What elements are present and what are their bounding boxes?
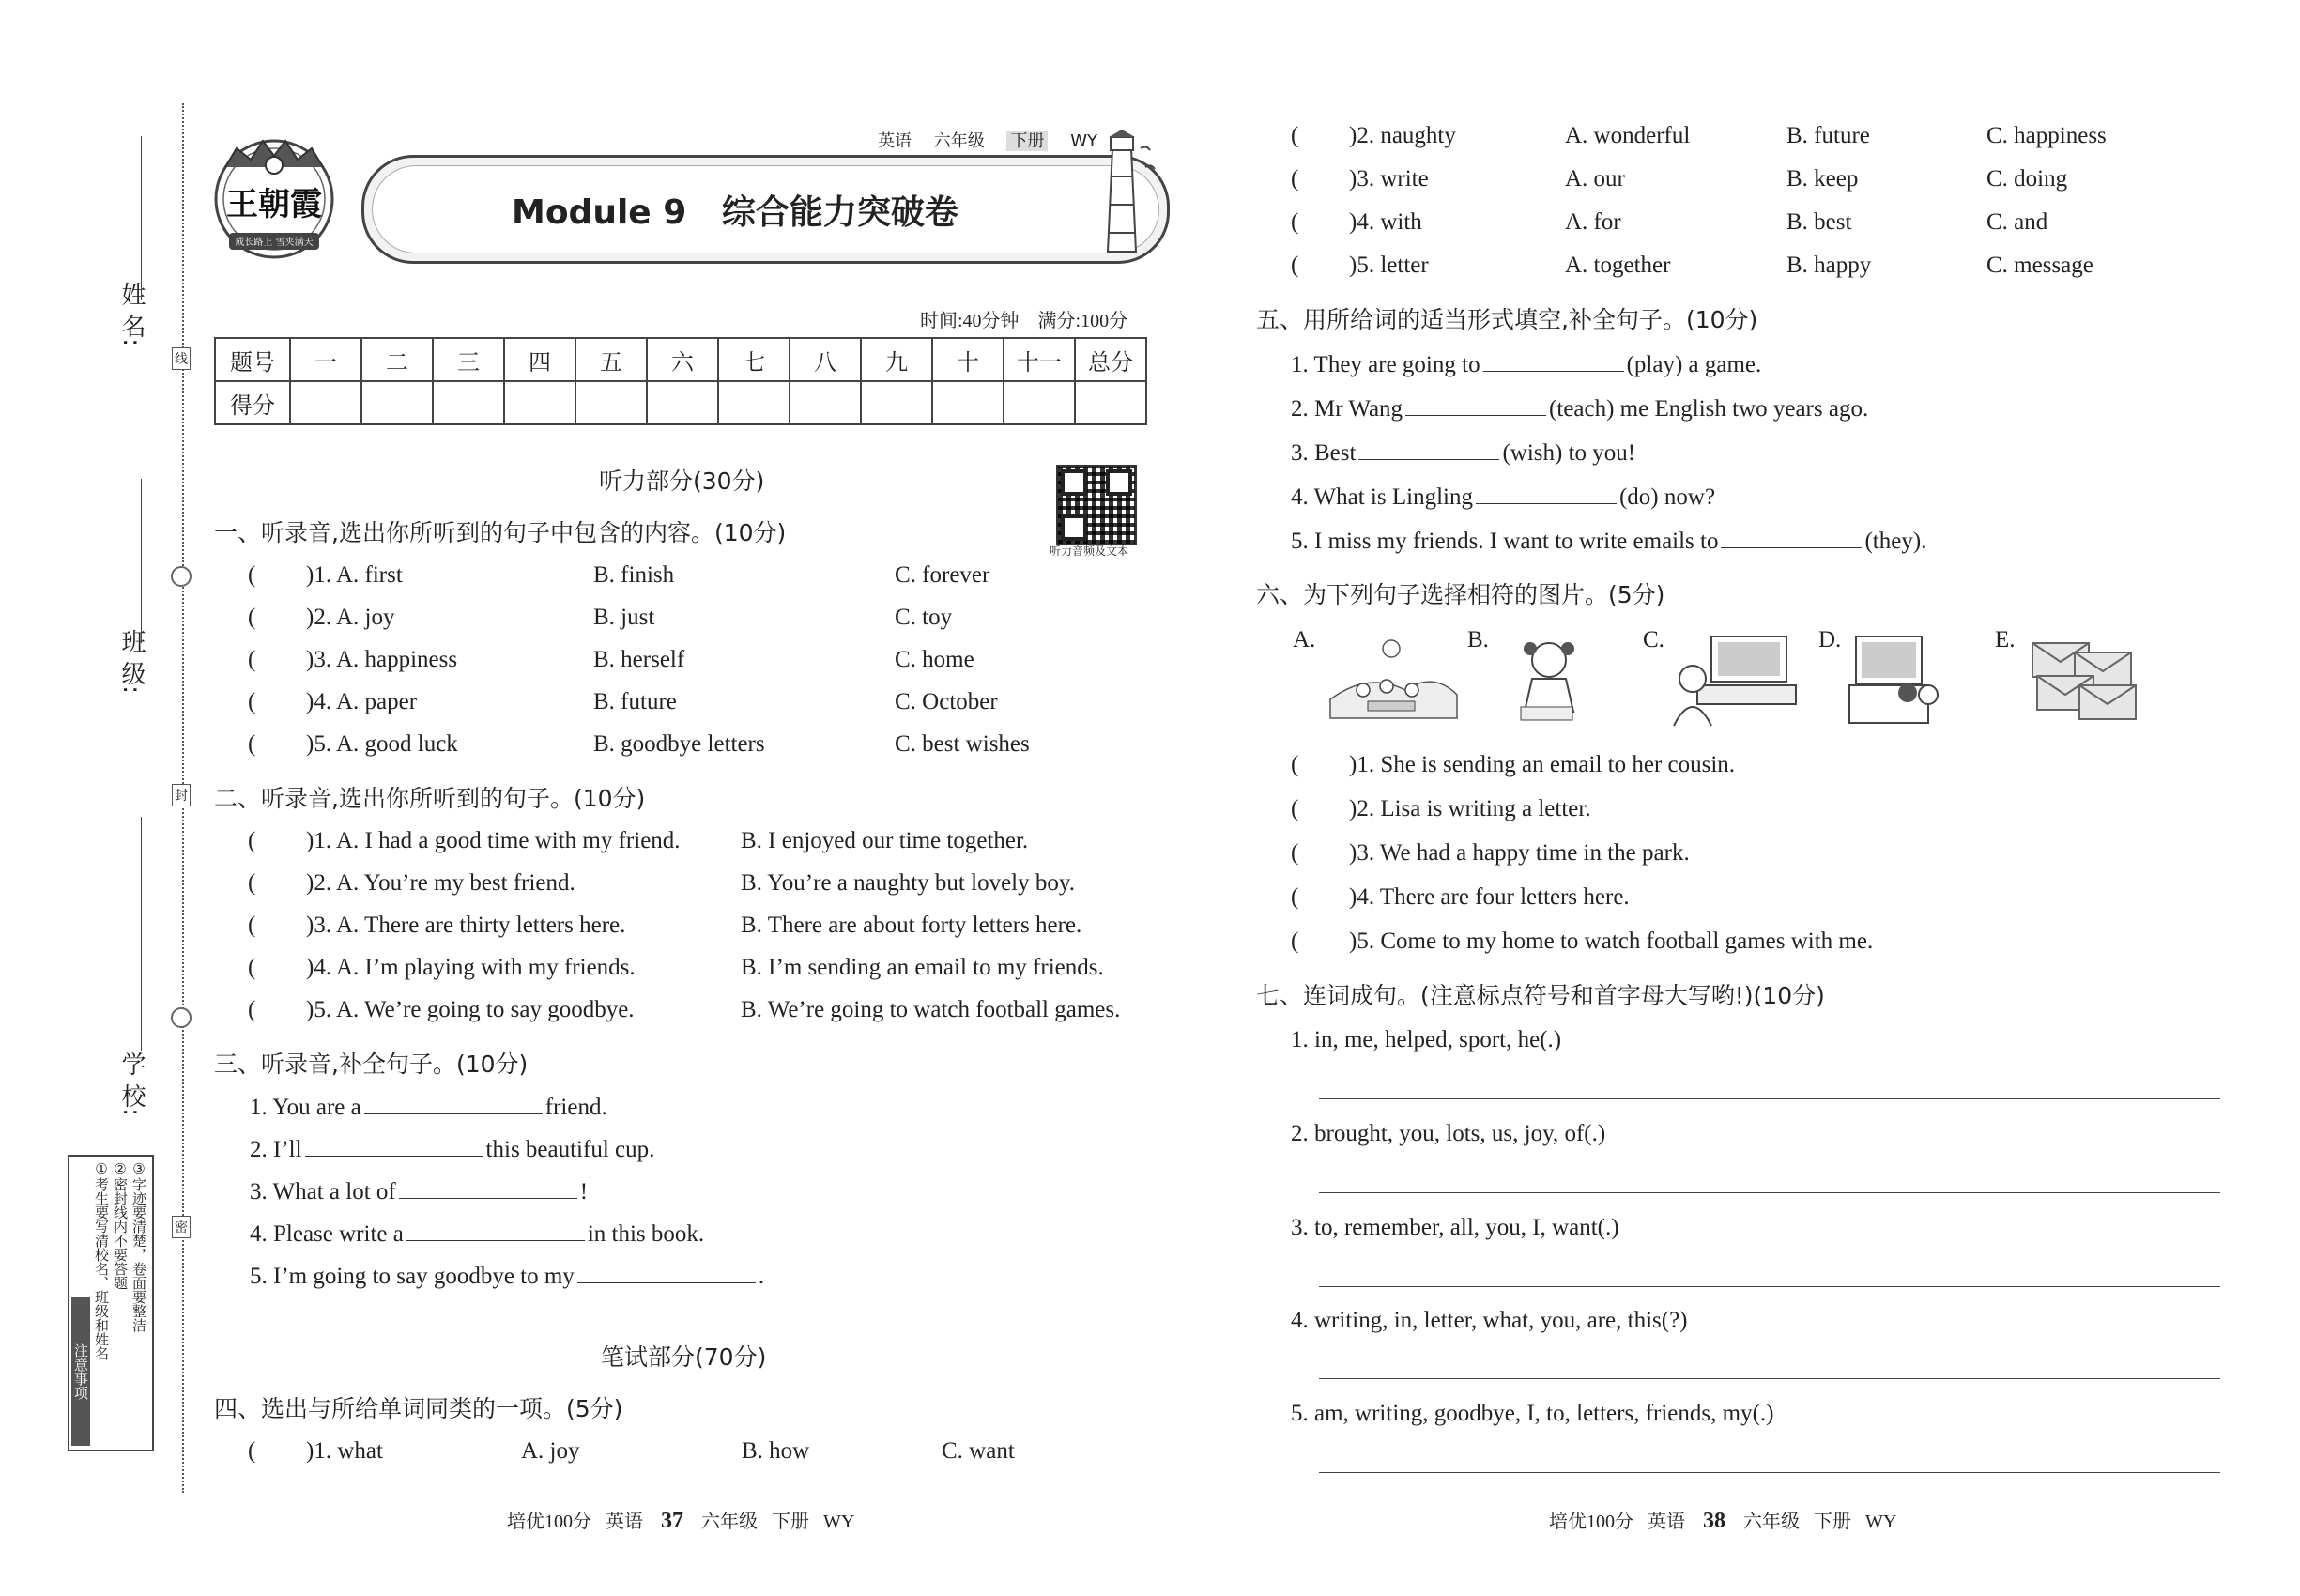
section-3-title: 三、听录音,补全句子。(10分) xyxy=(214,1051,529,1078)
s4-item-5-c: C. message xyxy=(1986,253,2093,278)
s4-item-4-b: B. best xyxy=(1786,209,1852,235)
s6-item-1-text: )1. She is sending an email to her cousin. xyxy=(1349,752,1736,777)
s5-item-5-pre: 5. I miss my friends. I want to write emails to xyxy=(1291,529,1719,554)
s2-item-5: ( )5. A. We’re going to say goodbye. xyxy=(248,997,635,1022)
s7-item-2: 2. brought, you, lots, us, joy, of(.) xyxy=(1291,1121,1606,1146)
score-header-cell: 题号 xyxy=(215,338,290,381)
s1-item-4-b: B. future xyxy=(593,689,677,714)
logo-text: 王朝霞 xyxy=(226,186,322,223)
s4-item-1-b: B. how xyxy=(742,1438,810,1464)
s1-item-4-a: )4. A. paper xyxy=(306,689,418,714)
s6-item-4: ( )4. There are four letters here. xyxy=(1291,884,1630,910)
s4-item-2-c: C. happiness xyxy=(1986,123,2107,148)
section-4-title: 四、选出与所给单词同类的一项。(5分) xyxy=(214,1395,623,1422)
name-line xyxy=(141,136,142,300)
pic-label-a: A. xyxy=(1293,627,1316,652)
s7-answer-line-4[interactable] xyxy=(1319,1378,2220,1379)
s2-item-1-b: B. I enjoyed our time together. xyxy=(741,828,1029,853)
notes-box xyxy=(68,1155,154,1451)
s2-item-4: ( )4. A. I’m playing with my friends. xyxy=(248,955,636,980)
s1-item-4: ( )4. A. paper xyxy=(248,689,418,714)
s5-item-5 xyxy=(1291,527,1926,556)
s7-item-5: 5. am, writing, goodbye, I, to, letters, friends, my(.) xyxy=(1291,1401,1774,1426)
score-header-cell: 三 xyxy=(433,338,504,381)
s1-item-2-a: )2. A. joy xyxy=(306,605,395,630)
s1-item-3-c: C. home xyxy=(895,647,974,672)
s3-item-1 xyxy=(250,1093,607,1122)
score-header-cell: 六 xyxy=(647,338,718,381)
s1-item-3-b: B. herself xyxy=(593,647,685,672)
s4-item-4-w: )4. with xyxy=(1349,209,1422,235)
s1-item-1-c: C. forever xyxy=(895,562,990,588)
score-table xyxy=(214,337,1147,425)
s3-item-3-pre: 3. What a lot of xyxy=(250,1179,396,1205)
score-row-label: 得分 xyxy=(215,381,290,424)
s4-item-3: ( )3. write xyxy=(1291,166,1429,192)
s2-item-2-a: )2. A. You’re my best friend. xyxy=(306,870,575,896)
score-header-cell: 八 xyxy=(790,338,861,381)
s4-item-1-c: C. want xyxy=(942,1438,1015,1464)
s1-item-5-a: )5. A. good luck xyxy=(306,731,458,757)
s5-item-1 xyxy=(1291,350,1761,379)
s5-item-4-post: (do) now? xyxy=(1618,484,1716,510)
qr-code-icon xyxy=(1056,465,1137,545)
s7-item-4: 4. writing, in, letter, what, you, are, this(?) xyxy=(1291,1308,1688,1333)
s3-item-1-post: friend. xyxy=(544,1095,607,1120)
footer-right xyxy=(1549,1506,1896,1534)
s5-blank-5[interactable] xyxy=(1721,527,1862,548)
tag-volume: 下册 xyxy=(1006,131,1048,151)
tag-edition: WY xyxy=(1070,131,1097,151)
s3-item-2-post: this beautiful cup. xyxy=(485,1137,655,1162)
score-header-cell: 总分 xyxy=(1075,338,1146,381)
s3-item-5 xyxy=(250,1262,764,1291)
s2-item-3-a: )3. A. There are thirty letters here. xyxy=(306,913,626,938)
watching-tv-picture xyxy=(1842,627,1950,730)
footer-right-pre: 培优100分 英语 xyxy=(1549,1512,1685,1532)
score-cell[interactable] xyxy=(647,381,718,424)
s1-item-3: ( )3. A. happiness xyxy=(248,647,458,672)
s4-item-3-a: A. our xyxy=(1565,166,1625,192)
s4-item-4-c: C. and xyxy=(1986,209,2048,235)
section-5-title: 五、用所给词的适当形式填空,补全句子。(10分) xyxy=(1256,306,1758,333)
s3-item-3 xyxy=(250,1177,588,1206)
score-cell[interactable] xyxy=(1004,381,1075,424)
score-table-header-row xyxy=(215,338,1146,381)
s2-item-1-a: )1. A. I had a good time with my friend. xyxy=(306,828,681,853)
section-7-title: 七、连词成句。(注意标点符号和首字母大写哟!)(10分) xyxy=(1256,982,1825,1009)
page-title: Module 9 综合能力突破卷 xyxy=(512,193,958,232)
name-label: 姓 名: xyxy=(117,282,146,347)
binding-hole-icon xyxy=(171,1007,192,1028)
s1-item-2: ( )2. A. joy xyxy=(248,605,395,630)
footer-left-page: 37 xyxy=(661,1509,683,1533)
s5-item-1-pre: 1. They are going to xyxy=(1291,352,1480,377)
score-cell[interactable] xyxy=(575,381,647,424)
section-6-title: 六、为下列句子选择相符的图片。(5分) xyxy=(1256,581,1665,608)
notes-item-2: ②密封线内不要答题 xyxy=(112,1160,129,1290)
s7-item-3: 3. to, remember, all, you, I, want(.) xyxy=(1291,1215,1619,1240)
s2-item-3: ( )3. A. There are thirty letters here. xyxy=(248,913,626,938)
footer-left-pre: 培优100分 英语 xyxy=(507,1512,643,1532)
s5-item-2-pre: 2. Mr Wang xyxy=(1291,396,1403,422)
pic-label-d: D. xyxy=(1818,627,1842,652)
s6-item-1: ( )1. She is sending an email to her cousin. xyxy=(1291,752,1736,777)
s1-item-5: ( )5. A. good luck xyxy=(248,731,458,757)
tag-grade: 六年级 xyxy=(933,131,985,151)
s3-blank-4[interactable] xyxy=(406,1220,585,1241)
s3-item-4-post: in this book. xyxy=(587,1221,705,1247)
score-header-cell: 五 xyxy=(575,338,647,381)
s7-answer-line-2[interactable] xyxy=(1319,1192,2220,1193)
score-header-cell: 十一 xyxy=(1004,338,1075,381)
pic-label-c: C. xyxy=(1643,627,1664,652)
s2-item-4-b: B. I’m sending an email to my friends. xyxy=(741,955,1104,980)
s2-item-5-a: )5. A. We’re going to say goodbye. xyxy=(306,997,635,1022)
s4-item-5-a: A. together xyxy=(1565,253,1671,278)
s6-item-5: ( )5. Come to my home to watch football games with me. xyxy=(1291,928,1874,954)
footer-right-page: 38 xyxy=(1703,1509,1725,1533)
s4-item-2-a: A. wonderful xyxy=(1565,123,1691,148)
s6-item-4-text: )4. There are four letters here. xyxy=(1349,884,1630,910)
score-cell[interactable] xyxy=(504,381,575,424)
s3-blank-1[interactable] xyxy=(364,1093,543,1114)
s6-item-2-text: )2. Lisa is writing a letter. xyxy=(1349,796,1591,821)
s2-item-1: ( )1. A. I had a good time with my friend. xyxy=(248,828,681,853)
s1-item-5-b: B. goodbye letters xyxy=(593,731,765,757)
school-label: 学 校: xyxy=(117,1051,146,1117)
s3-item-3-post: ! xyxy=(579,1179,589,1205)
s5-blank-4[interactable] xyxy=(1476,483,1617,504)
s5-blank-2[interactable] xyxy=(1405,394,1546,416)
s6-item-2: ( )2. Lisa is writing a letter. xyxy=(1291,796,1591,821)
school-line xyxy=(141,817,142,1051)
footer-right-post: 六年级 下册 WY xyxy=(1743,1512,1897,1532)
score-cell[interactable] xyxy=(718,381,790,424)
s6-item-3: ( )3. We had a happy time in the park. xyxy=(1291,840,1690,866)
s7-answer-line-3[interactable] xyxy=(1319,1286,2220,1287)
section-2-title: 二、听录音,选出你所听到的句子。(10分) xyxy=(214,785,646,812)
score-cell[interactable] xyxy=(932,381,1004,424)
s5-item-3-pre: 3. Best xyxy=(1291,440,1357,466)
s4-item-2: ( )2. naughty xyxy=(1291,123,1456,148)
s5-item-2-post: (teach) me English two years ago. xyxy=(1549,396,1869,422)
notes-title: 注意事项 xyxy=(71,1297,90,1446)
header-tags xyxy=(878,128,1097,152)
s4-item-3-b: B. keep xyxy=(1786,166,1859,192)
s4-item-1: ( )1. what xyxy=(248,1438,383,1464)
s4-item-4: ( )4. with xyxy=(1291,209,1422,235)
s7-item-1: 1. in, me, helped, sport, he(.) xyxy=(1291,1027,1562,1052)
s6-item-5-text: )5. Come to my home to watch football games with me. xyxy=(1349,928,1874,954)
s4-item-3-w: )3. write xyxy=(1349,166,1429,192)
email-computer-picture xyxy=(1669,627,1801,730)
s4-item-3-c: C. doing xyxy=(1986,166,2068,192)
s5-item-2 xyxy=(1291,394,1868,423)
class-line xyxy=(141,479,142,643)
pic-label-b: B. xyxy=(1467,627,1489,652)
score-header-cell: 七 xyxy=(718,338,790,381)
seal-char-xian: 线 xyxy=(172,347,191,370)
notes-item-1: ①考生要写清校名、班级和姓名 xyxy=(93,1160,110,1360)
footer-left-post: 六年级 下册 WY xyxy=(701,1512,855,1532)
s2-item-2: ( )2. A. You’re my best friend. xyxy=(248,870,575,896)
score-table-score-row xyxy=(215,381,1146,424)
s1-item-1-b: B. finish xyxy=(593,562,675,588)
park-picnic-picture xyxy=(1326,634,1462,728)
s7-answer-line-5[interactable] xyxy=(1319,1472,2220,1473)
s1-item-2-b: B. just xyxy=(593,605,655,630)
writing-title: 笔试部分(70分) xyxy=(601,1343,767,1371)
score-cell[interactable] xyxy=(790,381,861,424)
score-cell[interactable] xyxy=(361,381,433,424)
logo-sub: 成长路上 雪夹满天 xyxy=(235,238,314,248)
seal-char-feng: 封 xyxy=(172,784,191,806)
s1-item-2-c: C. toy xyxy=(895,605,953,630)
score-cell[interactable] xyxy=(290,381,361,424)
s3-item-2-pre: 2. I’ll xyxy=(250,1137,302,1162)
s5-item-5-post: (they). xyxy=(1864,529,1927,554)
score-header-cell: 四 xyxy=(504,338,575,381)
pic-label-e: E. xyxy=(1995,627,2016,652)
s1-item-4-c: C. October xyxy=(895,689,998,714)
s3-blank-3[interactable] xyxy=(399,1177,577,1199)
lighthouse-icon xyxy=(1080,130,1164,261)
s2-item-3-b: B. There are about forty letters here. xyxy=(741,913,1082,938)
s4-item-2-w: )2. naughty xyxy=(1349,123,1456,148)
s1-item-1: ( )1. A. first xyxy=(248,562,403,588)
s5-item-1-post: (play) a game. xyxy=(1626,352,1762,377)
footer-left xyxy=(507,1506,854,1534)
time-info: 时间:40分钟 满分:100分 xyxy=(920,311,1128,331)
s5-blank-3[interactable] xyxy=(1358,438,1499,460)
s4-item-2-b: B. future xyxy=(1786,123,1870,148)
s5-item-3-post: (wish) to you! xyxy=(1502,440,1636,466)
s6-item-3-text: )3. We had a happy time in the park. xyxy=(1349,840,1690,866)
s4-item-1-w: )1. what xyxy=(306,1438,383,1464)
tag-subject: 英语 xyxy=(878,131,912,151)
logo xyxy=(208,130,340,261)
binding-hole-icon xyxy=(171,566,192,587)
score-header-cell: 一 xyxy=(290,338,361,381)
s3-item-1-pre: 1. You are a xyxy=(250,1095,361,1120)
seal-char-mi: 密 xyxy=(172,1216,191,1238)
section-1-title: 一、听录音,选出你所听到的句子中包含的内容。(10分) xyxy=(214,519,787,546)
s3-blank-2[interactable] xyxy=(305,1135,483,1157)
s7-answer-line-1[interactable] xyxy=(1319,1098,2220,1099)
s2-item-2-b: B. You’re a naughty but lovely boy. xyxy=(741,870,1075,896)
s1-item-3-a: )3. A. happiness xyxy=(306,647,458,672)
listening-title: 听力部分(30分) xyxy=(599,468,765,495)
s3-item-4-pre: 4. Please write a xyxy=(250,1221,404,1247)
s4-item-1-a: A. joy xyxy=(521,1438,580,1464)
s4-item-4-a: A. for xyxy=(1565,209,1621,235)
score-header-cell: 二 xyxy=(361,338,433,381)
notes-item-3: ③字迹要清楚，卷面要整洁 xyxy=(130,1160,147,1332)
s2-item-5-b: B. We’re going to watch football games. xyxy=(741,997,1121,1022)
s3-item-2 xyxy=(250,1135,654,1164)
s1-item-1-a: )1. A. first xyxy=(306,562,403,588)
s4-item-5: ( )5. letter xyxy=(1291,253,1429,278)
s5-blank-1[interactable] xyxy=(1483,350,1624,372)
girl-writing-picture xyxy=(1502,634,1596,728)
score-header-cell: 十 xyxy=(932,338,1004,381)
s3-item-5-post: . xyxy=(758,1264,765,1289)
s5-item-4 xyxy=(1291,483,1715,512)
score-cell[interactable] xyxy=(433,381,504,424)
s5-item-3 xyxy=(1291,438,1635,468)
s3-item-5-pre: 5. I’m going to say goodbye to my xyxy=(250,1264,575,1289)
s1-item-5-c: C. best wishes xyxy=(895,731,1030,757)
score-cell[interactable] xyxy=(1075,381,1146,424)
class-label: 班 级: xyxy=(117,629,146,695)
s5-item-4-pre: 4. What is Lingling xyxy=(1291,484,1473,510)
s4-item-5-b: B. happy xyxy=(1786,253,1872,278)
s4-item-5-w: )5. letter xyxy=(1349,253,1429,278)
score-cell[interactable] xyxy=(861,381,932,424)
s2-item-4-a: )4. A. I’m playing with my friends. xyxy=(306,955,636,980)
qr-caption: 听力音频及文本 xyxy=(1050,545,1129,558)
four-letters-picture xyxy=(2028,638,2140,723)
s3-blank-5[interactable] xyxy=(577,1262,756,1283)
score-header-cell: 九 xyxy=(861,338,932,381)
s3-item-4 xyxy=(250,1220,704,1249)
